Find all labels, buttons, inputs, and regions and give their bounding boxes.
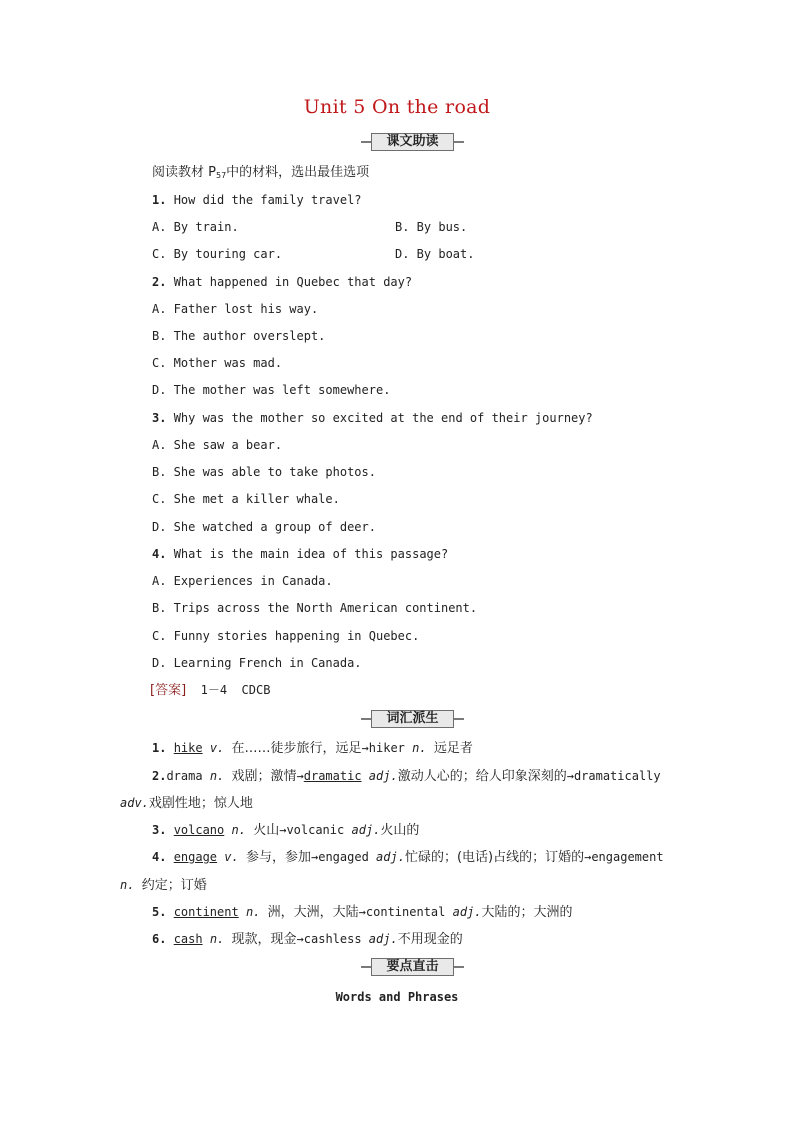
question-2: 2. What happened in Quebec that day? xyxy=(152,275,413,289)
option-row xyxy=(152,246,475,262)
option-a: A. By train. xyxy=(152,220,239,234)
vocab-item-3: 3. volcano n. 火山→volcanic adj.火山的 xyxy=(152,823,420,838)
section-banner-key xyxy=(361,958,464,976)
option-b: B. The author overslept. xyxy=(152,329,326,343)
option-c: C. Funny stories happening in Quebec. xyxy=(152,629,420,643)
option-c: C. She met a killer whale. xyxy=(152,492,340,506)
answer-line: [答案] 1－4 CDCB xyxy=(150,683,271,698)
section-banner-label: 课文助读 xyxy=(371,133,454,151)
option-a: A. Father lost his way. xyxy=(152,302,319,316)
option-a: A. Experiences in Canada. xyxy=(152,574,333,588)
option-d: D. Learning French in Canada. xyxy=(152,656,362,670)
vocab-item-2: 2.drama n. 戏剧；激情→dramatic adj.激动人心的；给人印象深刻的→dramatically xyxy=(152,769,661,784)
page-title: Unit 5 On the road xyxy=(303,96,491,118)
option-c: C. By touring car. xyxy=(152,247,283,261)
option-d: D. She watched a group of deer. xyxy=(152,520,376,534)
option-b: B. By bus. xyxy=(395,220,468,234)
option-c: C. Mother was mad. xyxy=(152,356,283,370)
option-b: B. Trips across the North American continent. xyxy=(152,601,478,615)
section-banner-reading xyxy=(361,133,464,151)
section-banner-label: 词汇派生 xyxy=(371,710,454,728)
vocab-item-5: 5. continent n. 洲，大洲，大陆→continental adj.大陆的；大洲的 xyxy=(152,905,573,920)
section-banner-label: 要点直击 xyxy=(371,958,454,976)
option-d: D. The mother was left somewhere. xyxy=(152,383,391,397)
option-d: D. By boat. xyxy=(395,247,475,261)
option-a: A. She saw a bear. xyxy=(152,438,283,452)
question-4: 4. What is the main idea of this passage? xyxy=(152,547,449,561)
vocab-item-1: 1. hike v. 在……徒步旅行，远足→hiker n. 远足者 xyxy=(152,741,473,756)
vocab-item-6: 6. cash n. 现款，现金→cashless adj.不用现金的 xyxy=(152,932,463,947)
vocab-item-4: 4. engage v. 参与，参加→engaged adj.忙碌的；(电话)占线的；订婚的→engagement xyxy=(152,850,664,865)
question-1: 1. How did the family travel? xyxy=(152,193,362,207)
option-row xyxy=(152,219,468,235)
section-banner-vocab xyxy=(361,710,464,728)
option-b: B. She was able to take photos. xyxy=(152,465,376,479)
vocab-item-2-continued: adv.戏剧性地；惊人地 xyxy=(120,796,253,811)
vocab-item-4-continued: n. 约定；订婚 xyxy=(120,878,207,893)
question-3: 3. Why was the mother so excited at the end of their journey? xyxy=(152,411,593,425)
words-and-phrases-heading: Words and Phrases xyxy=(335,990,459,1004)
instruction-text: 阅读教材 $P_{57}$中的材料，选出最佳选项 xyxy=(152,165,370,180)
